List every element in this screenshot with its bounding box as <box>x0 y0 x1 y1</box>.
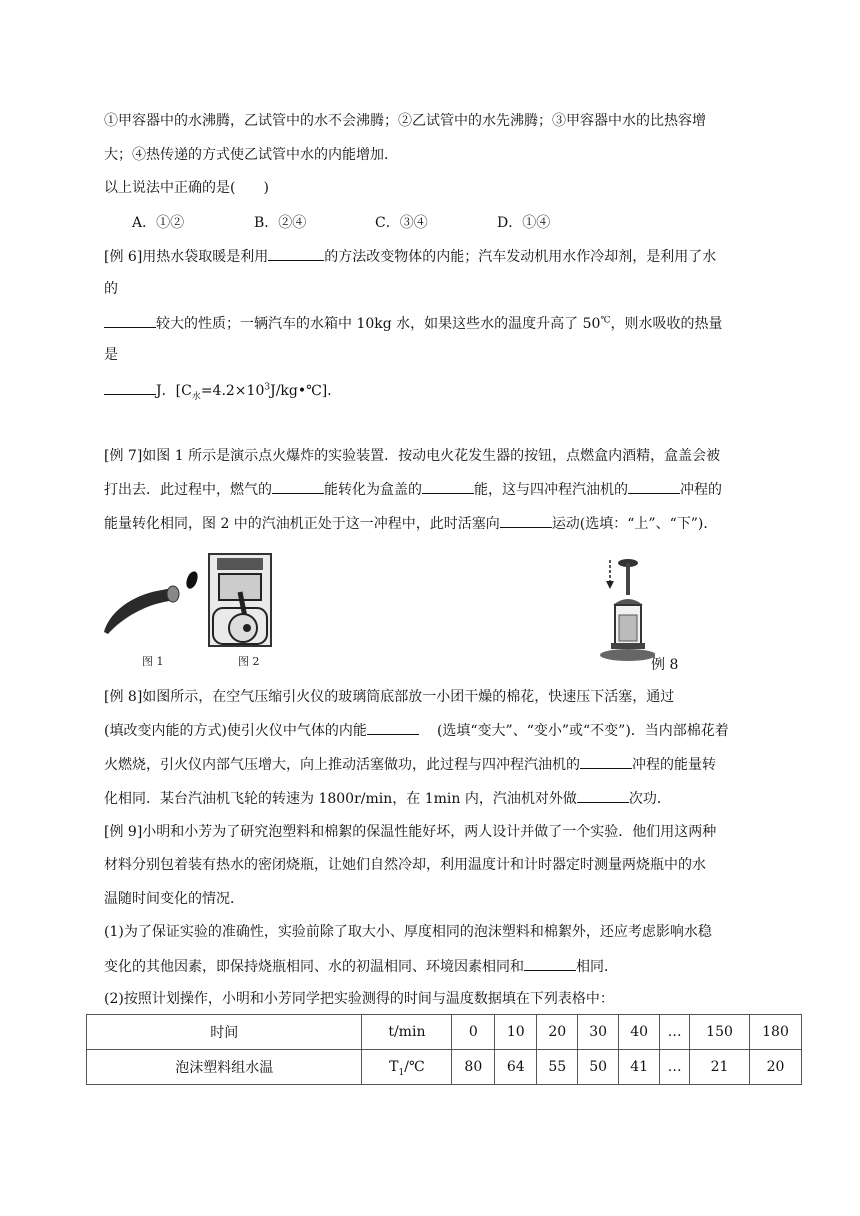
q5-line-3: 以上说法中正确的是( ) <box>104 180 269 196</box>
ex9-part1-line-1: (1)为了保证实验的准确性，实验前除了取大小、厚度相同的泡沫塑料和棉絮外，还应考虑影响水稳 <box>104 924 712 940</box>
ex8-line-1: [例 8]如图所示，在空气压缩引火仪的玻璃筒底部放一小团干燥的棉花，快速压下活塞，通过 <box>104 689 675 705</box>
answer-blank <box>422 479 474 494</box>
ex8-text-e: 化相同．某台汽油机飞轮的转速为 1800r/min，在 1min 内，汽油机对外做 <box>104 791 577 807</box>
answer-blank <box>577 788 629 803</box>
answer-blank <box>580 754 632 769</box>
ex7-text-d: 冲程的 <box>680 482 722 498</box>
ex8-line-3 <box>104 754 716 775</box>
ex8-text-f: 次功． <box>628 791 671 807</box>
answer-blank <box>268 246 324 261</box>
ex6-text-b: 的方法改变物体的内能；汽车发动机用水作冷却剂，是利用了水 <box>324 249 717 265</box>
ex9-text-b: 相同． <box>576 959 618 975</box>
ex6-text-g: J/kg•℃]． <box>270 383 342 399</box>
answer-blank <box>367 720 419 735</box>
ex9-line-2: 材料分别包着装有热水的密闭烧瓶，让她们自然冷却，利用温度计和计时器定时测量两烧瓶中的水 <box>104 857 706 873</box>
q5-line-2: 大；④热传递的方式使乙试管中水的内能增加． <box>104 147 398 163</box>
ex6-text-c: 较大的性质；一辆汽车的水箱中 10kg 水，如果这些水的温度升高了 50 <box>156 316 601 332</box>
ex6-line-2: 的 <box>104 281 118 297</box>
ex8-text-b: (选填“变大”、“变小”或“不变”)．当内部棉花着 <box>436 723 729 739</box>
table-cell: 10 <box>495 1015 537 1050</box>
table-cell: 20 <box>537 1015 578 1050</box>
ex6-line-3 <box>104 313 723 334</box>
ignition-apparatus-figure <box>100 570 200 640</box>
answer-blank <box>524 956 576 971</box>
ex8-text-d: 冲程的能量转 <box>632 757 716 773</box>
table-cell: … <box>660 1050 690 1085</box>
table-cell: 30 <box>578 1015 619 1050</box>
unit-rest: /℃ <box>404 1059 425 1075</box>
ex9-part1-line-2 <box>104 956 618 977</box>
water-subscript: 水 <box>191 391 201 402</box>
ex9-line-3: 温随时间变化的情况． <box>104 891 244 907</box>
answer-blank <box>104 313 156 328</box>
ex7-text-f: 运动(选填：“上”、“下”)． <box>551 516 718 532</box>
ex6-line-5 <box>104 380 341 401</box>
figure-2-caption: 图 2 <box>238 655 260 668</box>
figure-8-caption: 例 8 <box>651 657 679 673</box>
table-cell: 80 <box>452 1050 495 1085</box>
row-unit: t/min <box>362 1015 452 1050</box>
row-label: 时间 <box>87 1015 362 1050</box>
table-cell: 21 <box>690 1050 750 1085</box>
ex7-text-c: 能，这与四冲程汽油机的 <box>474 482 628 498</box>
answer-blank <box>628 479 680 494</box>
table-cell: … <box>660 1015 690 1050</box>
ex9-line-1: [例 9]小明和小芳为了研究泡塑料和棉絮的保温性能好坏，两人设计并做了一个实验．他们用这两种 <box>104 824 717 840</box>
ex7-text-b: 能转化为盒盖的 <box>324 482 422 498</box>
data-table <box>86 1014 802 1085</box>
answer-blank <box>272 479 324 494</box>
ex8-text-a: (填改变内能的方式)使引火仪中气体的内能 <box>104 723 367 739</box>
answer-blank <box>500 513 552 528</box>
ex9-part2-line: (2)按照计划操作，小明和小芳同学把实验测得的时间与温度数据填在下列表格中： <box>104 991 614 1007</box>
table-cell: 55 <box>537 1050 578 1085</box>
option-a: A．①② <box>132 215 185 231</box>
table-cell: 50 <box>578 1050 619 1085</box>
option-c: C．③④ <box>375 215 428 231</box>
option-d: D．①④ <box>497 215 551 231</box>
table-cell: 41 <box>619 1050 660 1085</box>
ex7-line-1: [例 7]如图 1 所示是演示点火爆炸的实验装置．按动电火花发生器的按钮，点燃盒内酒精，盒盖会被 <box>104 448 721 464</box>
ex7-text-a: 打出去．此过程中，燃气的 <box>104 482 272 498</box>
ex6-text-e: J．[C <box>156 383 192 399</box>
table-cell: 20 <box>750 1050 802 1085</box>
table-cell: 180 <box>750 1015 802 1050</box>
engine-cylinder-figure <box>205 552 275 650</box>
ex7-line-3 <box>104 513 717 534</box>
ex8-line-4 <box>104 788 671 809</box>
air-compression-igniter-figure <box>595 555 655 665</box>
option-b: B．②④ <box>254 215 307 231</box>
unit-symbol: T <box>389 1059 399 1075</box>
ex6-line-1 <box>104 246 716 267</box>
ex6-text-d: ，则水吸收的热量 <box>610 316 723 332</box>
table-cell: 150 <box>690 1015 750 1050</box>
table-cell: 40 <box>619 1015 660 1050</box>
table-row-time <box>87 1015 802 1050</box>
answer-blank <box>104 380 156 395</box>
unit-subscript: 1 <box>398 1067 405 1078</box>
ex6-text-f: =4.2×10 <box>200 383 265 399</box>
q5-line-1: ①甲容器中的水沸腾，乙试管中的水不会沸腾；②乙试管中的水先沸腾；③甲容器中水的比热容增 <box>104 113 706 129</box>
ex8-line-2 <box>104 720 729 741</box>
ex8-text-c: 火燃烧，引火仪内部气压增大，向上推动活塞做功，此过程与四冲程汽油机的 <box>104 757 580 773</box>
exponent: 3 <box>264 382 271 393</box>
ex6-text-a: [例 6]用热水袋取暖是利用 <box>104 249 269 265</box>
table-cell: 0 <box>452 1015 495 1050</box>
ex7-line-2 <box>104 479 722 500</box>
ex6-line-4: 是 <box>104 347 118 363</box>
ex9-text-a: 变化的其他因素，即保持烧瓶相同、水的初温相同、环境因素相同和 <box>104 959 524 975</box>
figure-1-caption: 图 1 <box>142 655 164 668</box>
row-unit <box>362 1050 452 1085</box>
ex7-text-e: 能量转化相同，图 2 中的汽油机正处于这一冲程中，此时活塞向 <box>104 516 500 532</box>
row-label: 泡沫塑料组水温 <box>87 1050 362 1085</box>
celsius-unit: ℃ <box>600 315 611 326</box>
table-row-foam-temp <box>87 1050 802 1085</box>
table-cell: 64 <box>495 1050 537 1085</box>
